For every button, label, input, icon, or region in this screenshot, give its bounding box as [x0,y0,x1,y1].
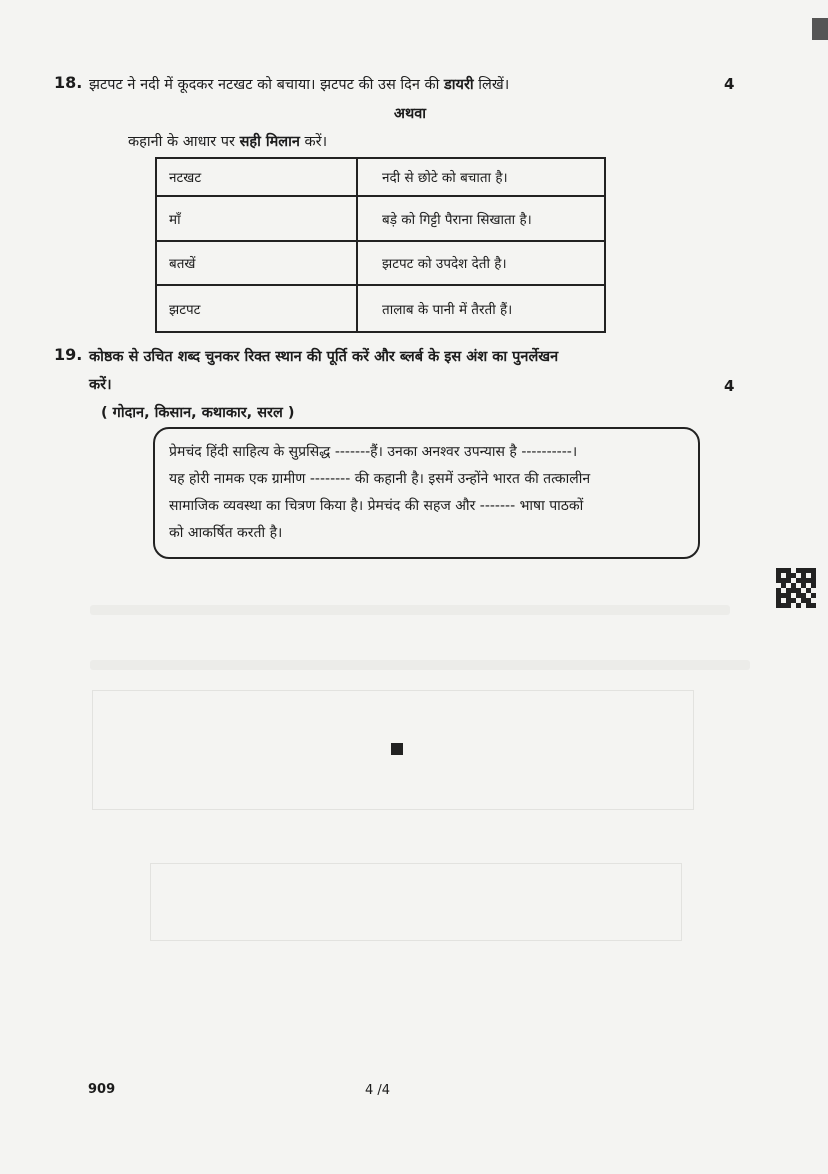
blurb-line: प्रेमचंद हिंदी साहित्य के सुप्रसिद्ध -------हैं। उनका अनश्वर उपन्यास है ----------। [169,444,578,460]
bleed-through-line [90,660,750,670]
q18-text [89,74,509,94]
table-cell-right: नदी से छोटे को बचाता है। [358,159,604,197]
q18-number: 18. [54,73,83,92]
q18-text-part1: झटपट ने नदी में कूदकर नटखट को बचाया। झटपट की उस दिन की [89,77,440,93]
q18-marks: 4 [724,75,735,93]
blurb-line: सामाजिक व्यवस्था का चित्रण किया है। प्रेमचंद की सहज और ------- भाषा पाठकों [169,498,584,514]
q18-text-bold: डायरी [444,77,474,93]
q18-or-label: अथवा [393,106,427,122]
table-cell-left: माँ [157,197,358,242]
table-cell-left: झटपट [157,286,358,331]
q18-instruction-bold: सही मिलान [239,134,300,150]
matching-table [155,157,606,333]
q18-instruction [128,131,327,151]
bleed-through-table [150,863,682,941]
q19-text-line1: कोष्ठक से उचित शब्द चुनकर रिक्त स्थान की पूर्ति करें और ब्लर्ब के इस अंश का पुनर्लेखन [89,349,559,365]
bleed-through-line [90,605,730,615]
q19-marks: 4 [724,377,735,395]
q18-instruction-part1: कहानी के आधार पर [128,134,235,150]
q18-text-part2: लिखें। [478,77,510,93]
blurb-line: को आकर्षित करती है। [169,525,283,541]
page-number: 4 /4 [365,1083,391,1098]
table-cell-right: तालाब के पानी में तैरती हैं। [382,301,513,318]
q19-number: 19. [54,345,83,364]
corner-scan-mark [812,18,828,40]
blurb-box [153,427,700,559]
q19-options: ( गोदान, किसान, कथाकार, सरल ) [101,405,295,421]
table-cell-left: नटखट [157,159,358,197]
center-square-mark [391,743,403,755]
q18-instruction-part2: करें। [304,134,328,150]
paper-code: 909 [88,1082,116,1097]
blurb-line: यह होरी नामक एक ग्रामीण -------- की कहानी है। इसमें उन्होंने भारत की तत्कालीन [169,471,591,487]
table-cell-right: बड़े को गिट्टी पैराना सिखाता है। [358,197,604,242]
q19-text-line2: करें। [89,377,112,393]
qr-code-icon [776,568,816,608]
table-cell-left: बतखें [157,242,358,286]
table-cell-right: झटपट को उपदेश देती है। [358,242,604,286]
